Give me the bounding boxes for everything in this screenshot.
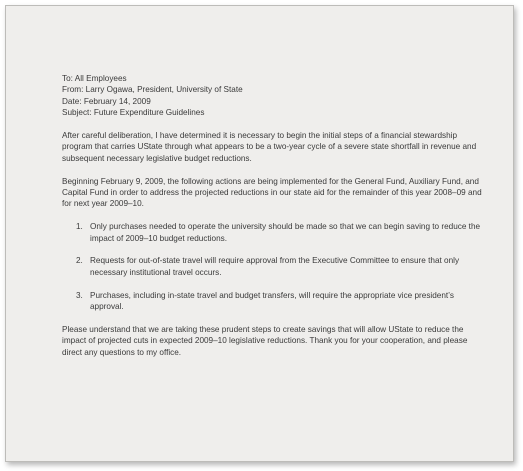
list-item-number: 2. [76,256,83,266]
list-item-number: 3. [76,290,83,300]
memo-sheet [5,5,514,462]
list-item-text: Only purchases needed to operate the university should be made so that we can begin saving to reduce the impact of 2009–10 budget reductions. [90,222,481,243]
memo-action-list [62,221,482,312]
list-item [76,290,482,313]
memo-from: From: Larry Ogawa, President, University of State [62,85,243,95]
memo-content [62,73,482,358]
memo-subject: Subject: Future Expenditure Guidelines [62,108,205,118]
list-item [76,221,482,244]
list-item-number: 1. [76,222,83,232]
memo-closing-paragraph: Please understand that we are taking these prudent steps to create savings that will allow UState to reduce the impact of projected cuts in expected 2009–10 legislative reductions. Thank you for your cooperation, and please direct any questions to my office. [62,324,468,357]
list-item-text: Purchases, including in-state travel and budget transfers, will require the appropriate vice president’s approval. [90,290,454,312]
list-item-text: Requests for out-of-state travel will require approval from the Executive Committee to ensure that only necessary institutional travel occurs. [90,256,460,277]
memo-to: To: All Employees [62,74,127,83]
memo-paragraph-actions: Beginning February 9, 2009, the following actions are being implemented for the General Fund, Auxiliary Fund, and Capital Fund in order to address the projected reductions in our state aid for the remainder of this year 2008–09 and for next year 2009–10. [62,176,482,209]
memo-date: Date: February 14, 2009 [62,96,151,106]
list-item [76,255,482,278]
memo-paragraph-intro: After careful deliberation, I have determined it is necessary to begin the initial steps of a financial stewardship program that carries UState through what appears to be a two-year cycle of a severe state shortfall in revenue and subsequent necessary legislative budget reductions. [62,131,477,163]
